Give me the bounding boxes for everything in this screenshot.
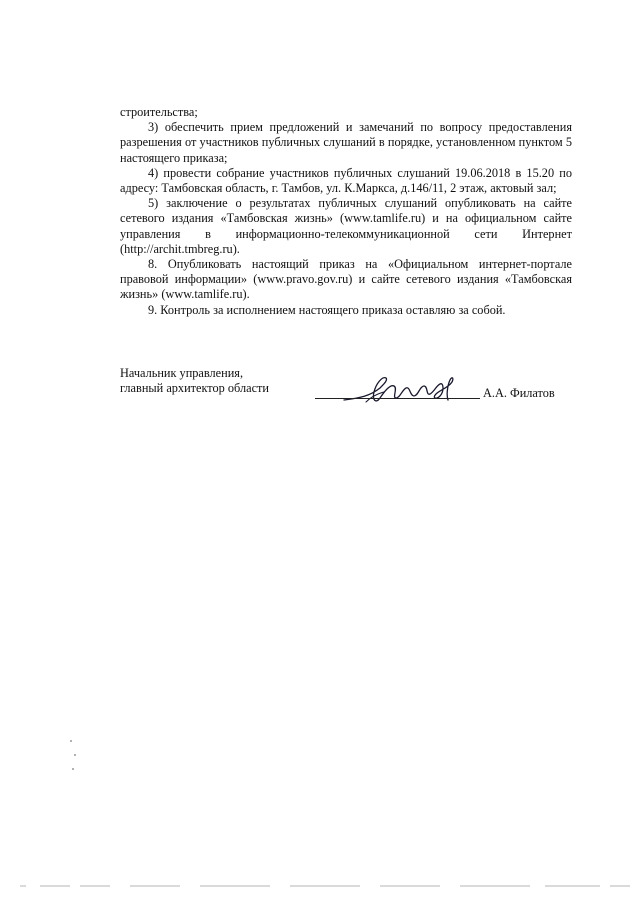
handwritten-signature — [340, 374, 480, 410]
signatory-position-line1: Начальник управления, — [120, 366, 244, 380]
signatory-position-line2: главный архитектор области — [120, 381, 269, 396]
scan-dashes — [0, 881, 640, 891]
scan-speck — [72, 768, 74, 770]
paragraph-construction-tail: строительства; — [120, 105, 198, 119]
signature-block — [120, 366, 572, 400]
scan-speck — [74, 754, 76, 756]
paragraph-item-5: 5) заключение о результатах публичных слушаний опубликовать на сайте сетевого издания «Тамбовская жизнь» (www.tamlife.ru) и на официальном сайте управления в информационно-телекоммуникационной сети Интернет (http://archit.tmbreg.ru). — [120, 196, 572, 256]
signatory-name: А.А. Филатов — [483, 386, 555, 400]
paragraph-item-4: 4) провести собрание участников публичных слушаний 19.06.2018 в 15.20 по адресу: Тамбовская область, г. Тамбов, ул. К.Маркса, д.146/11, 2 этаж, актовый зал; — [120, 165, 572, 196]
scan-artifacts — [0, 878, 640, 888]
paragraph-item-9: 9. Контроль за исполнением настоящего приказа оставляю за собой. — [148, 302, 506, 317]
signature-line — [315, 398, 480, 399]
paragraph-item-3: 3) обеспечить прием предложений и замечаний по вопросу предоставления разрешения от участников публичных слушаний в порядке, установленном пунктом 5 настоящего приказа; — [120, 120, 572, 165]
document-body — [120, 105, 572, 318]
paragraph-item-8: 8. Опубликовать настоящий приказ на «Официальном интернет-портале правовой информации» (www.pravo.gov.ru) и сайте сетевого издания «Тамбовская жизнь» (www.tamlife.ru). — [120, 257, 572, 302]
scan-speck — [70, 740, 72, 742]
